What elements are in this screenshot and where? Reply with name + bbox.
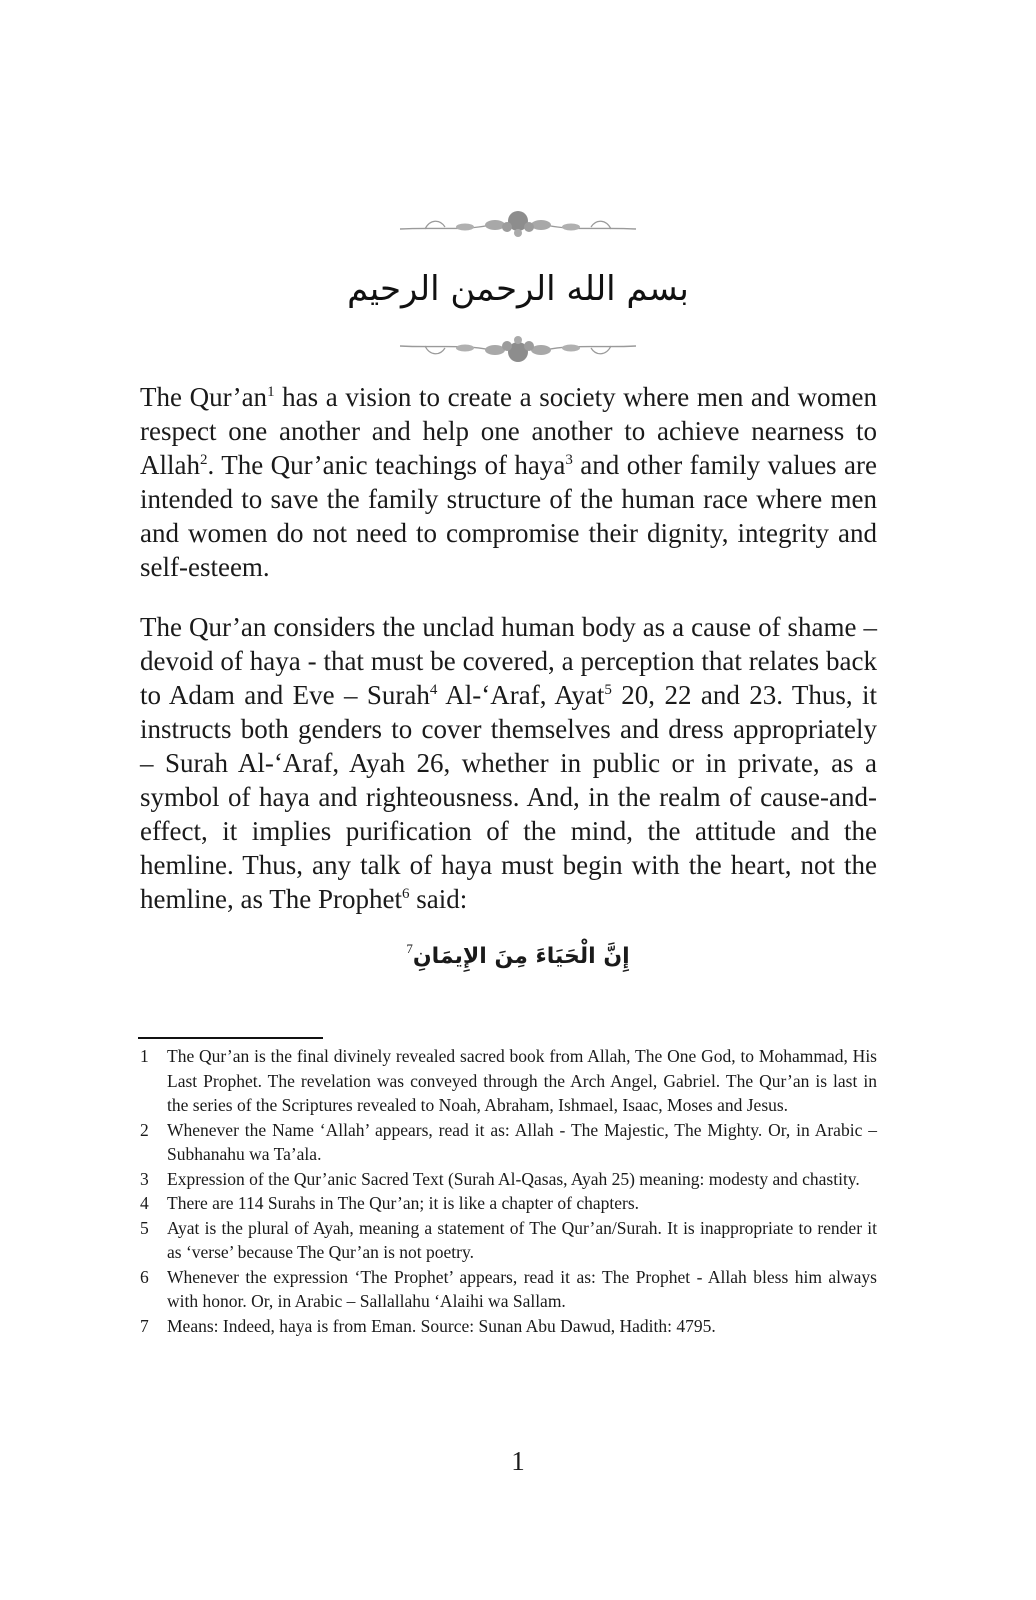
footnote-item	[140, 1191, 877, 1216]
intro-paragraph: The $Qur’an^1$ has a vision to create a society where men and women respect one another and help one another to achieve nearness to Allah$^2$. The Qur’anic teachings of haya$^3$ and other family values are intended to save the family structure of the human race where men and women do not need to compromise their dignity, integrity and self-esteem.	[140, 382, 877, 582]
footnote-number: 1	[140, 1046, 149, 1066]
footnote-ref-6: 6	[401, 886, 410, 902]
footnote-number: 6	[140, 1266, 149, 1287]
footnotes-list	[140, 1044, 877, 1338]
footnote-text: The Qur’an is the final divinely revealed sacred book from Allah, The One God, to Mohammad, His Last Prophet. The revelation was conveyed through the Arch Angel, Gabriel. The Qur’an is last in the series of the Scriptures revealed to Noah, Abraham, Ishmael, Isaac, Moses and Jesus.	[167, 1046, 877, 1115]
footnote-item	[140, 1216, 877, 1265]
footnote-item	[140, 1265, 877, 1314]
page-number: 1	[511, 1446, 525, 1476]
footnote-ref-7: 7	[406, 941, 413, 956]
floral-ornament-bottom	[395, 328, 641, 368]
svg-text:بسم الله الرحمن الرحيم: بسم الله الرحمن الرحيم	[347, 269, 689, 309]
second-paragraph: The Qur’an considers the unclad human body as a cause of shame – devoid of haya - that must be covered, a perception that relates back to Adam and Eve – Surah$^4$ Al-‘Araf, Ayat$^5$ 20, 22 and 23. Thus, it instructs both genders to cover themselves and dress appropriately – Surah Al-‘Araf, Ayah 26, whether in public or in private, as a symbol of haya and righteousness. And, in the realm of cause-and-effect, it implies purification of the mind, the attitude and the hemline. Thus, any talk of haya must begin with the heart, not the hemline, as The Prophet$^6$ said:	[140, 612, 878, 914]
footnote-item	[140, 1118, 877, 1167]
footnote-text: Whenever the expression ‘The Prophet’ appears, read it as: The Prophet - Allah bless him always with honor. Or, in Arabic – Sallallahu ‘Alaihi wa Sallam.	[167, 1266, 877, 1311]
footnote-text: Expression of the Qur’anic Sacred Text (Surah Al-Qasas, Ayah 25) meaning: modesty and chastity.	[167, 1168, 860, 1189]
footnote-number: 2	[140, 1119, 149, 1140]
footnote-item	[140, 1314, 877, 1339]
footnote-ref-1: 1	[267, 384, 275, 400]
footnote-ref-5: 5	[604, 682, 612, 698]
footnote-ref-4: 4	[429, 682, 438, 698]
footnote-text: Ayat is the plural of Ayah, meaning a statement of The Qur’an/Surah. It is inappropriate to render it as ‘verse’ because The Qur’an is not poetry.	[167, 1217, 877, 1262]
arabic-quote-text: إِنَّ الْحَيَاءَ مِنَ الإِيمَانِ	[412, 944, 630, 969]
footnote-text: There are 114 Surahs in The Qur’an; it is like a chapter of chapters.	[167, 1193, 640, 1213]
footnote-number: 5	[140, 1217, 149, 1238]
arabic-hadith-quote	[300, 941, 736, 969]
floral-ornament-top	[395, 205, 641, 245]
footnote-ref-3: 3	[565, 452, 573, 468]
footnote-text: Whenever the Name ‘Allah’ appears, read it as: Allah - The Majestic, The Mighty. Or, in Arabic – Subhanahu wa Ta’ala.	[167, 1119, 877, 1164]
basmala-calligraphy	[300, 248, 736, 328]
footnote-item	[140, 1167, 877, 1192]
footnote-text: Means: Indeed, haya is from Eman. Source: Sunan Abu Dawud, Hadith: 4795.	[167, 1315, 716, 1336]
footnote-number: 4	[140, 1193, 149, 1213]
footnote-number: 3	[140, 1168, 149, 1189]
footnote-number: 7	[140, 1315, 149, 1336]
footnote-item	[140, 1044, 877, 1118]
footnote-separator	[138, 1037, 323, 1039]
footnote-ref-2: 2	[200, 452, 208, 468]
